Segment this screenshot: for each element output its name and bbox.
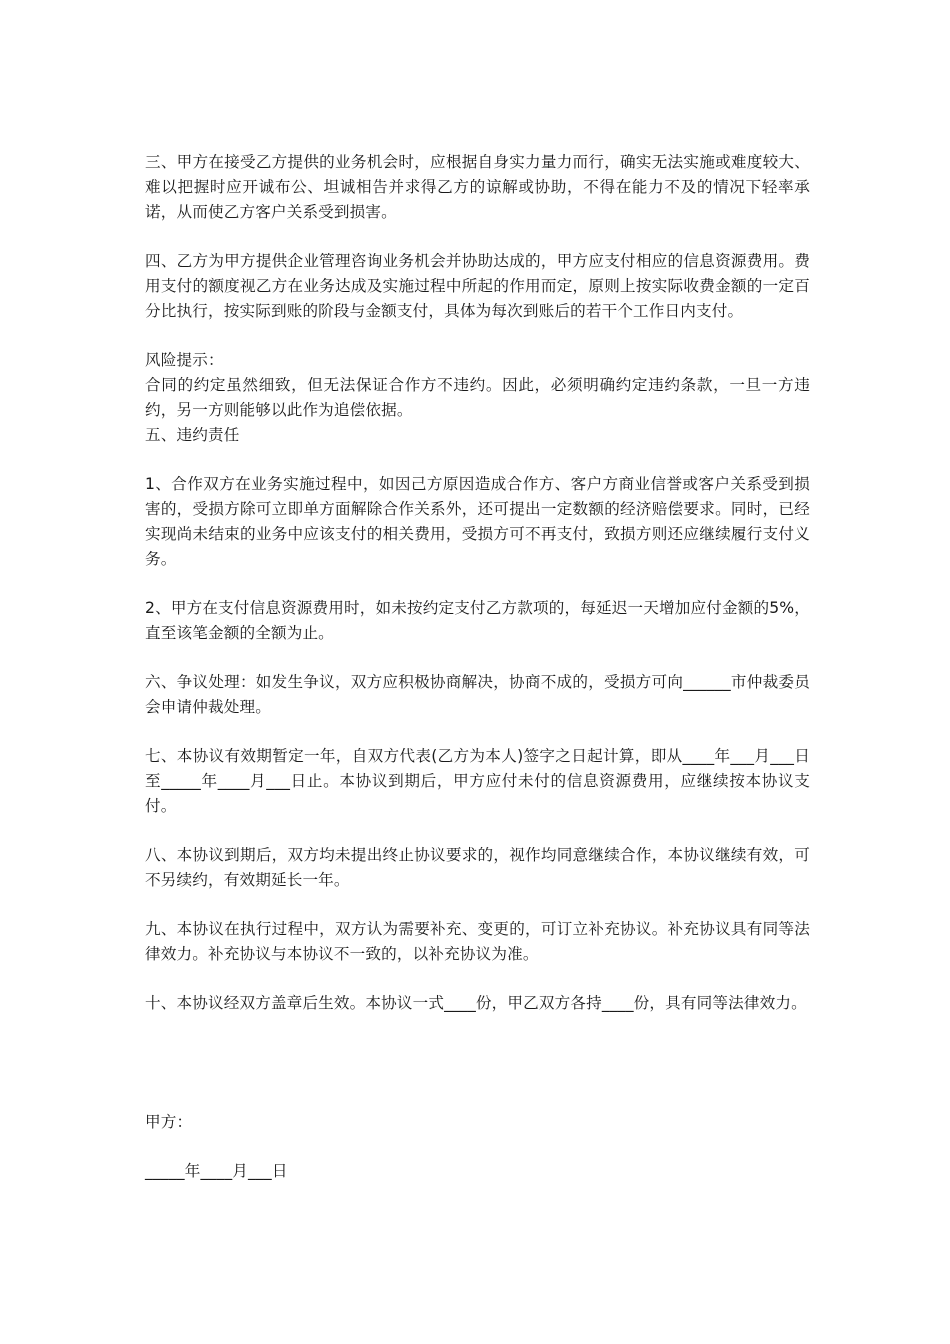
document-body	[145, 150, 810, 1208]
risk-text: 合同的约定虽然细致，但无法保证合作方不违约。因此，必须明确约定违约条款，一旦一方违约，另一方则能够以此作为追偿依据。	[145, 376, 810, 419]
clause-5-2: 2、甲方在支付信息资源费用时，如未按约定支付乙方款项的，每延迟一天增加应付金额的5%，直至该笔金额的全额为止。	[145, 599, 810, 642]
clause-7: 七、本协议有效期暂定一年，自双方代表(乙方为本人)签字之日起计算，即从____年___月___日至_____年____月___日止。本协议到期后，甲方应付未付的信息资源费用，应继续按本协议支付。	[145, 747, 810, 815]
date-line: _____年____月___日	[145, 1162, 288, 1180]
clause-10: 十、本协议经双方盖章后生效。本协议一式____份，甲乙双方各持____份，具有同等法律效力。	[145, 994, 807, 1012]
clause-9: 九、本协议在执行过程中，双方认为需要补充、变更的，可订立补充协议。补充协议具有同等法律效力。补充协议与本协议不一致的，以补充协议为准。	[145, 920, 810, 963]
clause-5-1: 1、合作双方在业务实施过程中，如因己方原因造成合作方、客户方商业信誉或客户关系受到损害的，受损方除可立即单方面解除合作关系外，还可提出一定数额的经济赔偿要求。同时，已经实现尚未结束的业务中应该支付的相关费用，受损方可不再支付，致损方则还应继续履行支付义务。	[145, 475, 810, 568]
clause-6: 六、争议处理：如发生争议，双方应积极协商解决，协商不成的，受损方可向______市仲裁委员会申请仲裁处理。	[145, 673, 810, 716]
party-a-label: 甲方：	[145, 1113, 193, 1131]
risk-title: 风险提示：	[145, 351, 224, 369]
clause-8: 八、本协议到期后，双方均未提出终止协议要求的，视作均同意继续合作，本协议继续有效，可不另续约，有效期延长一年。	[145, 846, 810, 889]
clause-3: 三、甲方在接受乙方提供的业务机会时，应根据自身实力量力而行，确实无法实施或难度较大、难以把握时应开诚布公、坦诚相告并求得乙方的谅解或协助，不得在能力不及的情况下轻率承诺，从而使乙方客户关系受到损害。	[145, 153, 810, 221]
clause-4: 四、乙方为甲方提供企业管理咨询业务机会并协助达成的，甲方应支付相应的信息资源费用。费用支付的额度视乙方在业务达成及实施过程中所起的作用而定，原则上按实际收费金额的一定百分比执行，按实际到账的阶段与金额支付，具体为每次到账后的若干个工作日内支付。	[145, 252, 810, 320]
clause-5-title: 五、违约责任	[145, 426, 240, 444]
signature-spacer	[145, 1040, 810, 1110]
